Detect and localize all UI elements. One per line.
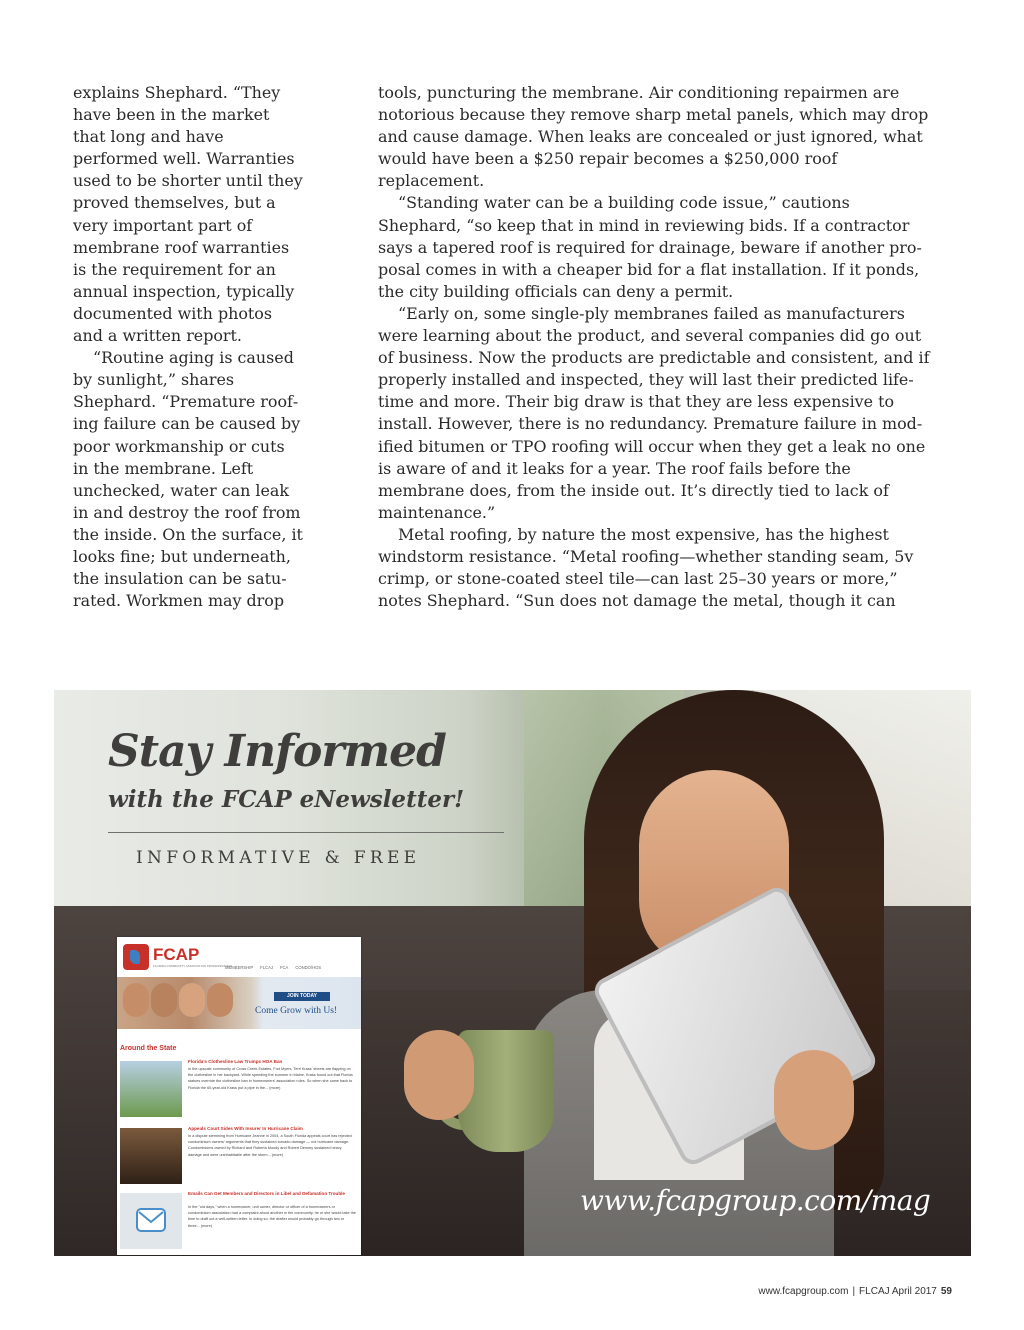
ad-subtitle: with the FCAP eNewsletter! bbox=[108, 786, 465, 813]
news-item-body: In a dispute stemming from Hurricane Jeanne in 2004, a South Florida appeals court has rejected condominium owners' arguments that they sustained tornado damage — not hurricane damage. Condominiums owned by Richard and Roberta Moody and Robert Denney sustained heavy damage and were uninhabitable after the storm... (more) bbox=[188, 1134, 352, 1157]
gavel-thumbnail bbox=[120, 1128, 182, 1184]
section-title: Around the State bbox=[120, 1045, 177, 1052]
news-item-title: Florida's Clothesline Law Trumps HOA Ban bbox=[188, 1059, 283, 1064]
banner-text: Come Grow with Us! bbox=[255, 1006, 338, 1016]
article-column-left bbox=[73, 82, 305, 612]
join-today-button: JOIN TODAY bbox=[274, 992, 330, 1001]
banner-person-image bbox=[207, 983, 233, 1017]
paragraph: “Standing water can be a building code issue,” cautions Shephard, “so keep that in mind in reviewing bids. If a contractor says a tapered roof is required for drainage, beware if another proposal comes in with a cheaper bid for a flat installation. If it ponds, the city building officials can deny a permit. bbox=[378, 193, 922, 301]
news-item-body: In the "old days," when a homeowner, unit owner, director or officer of a homeowners or condominium association had a complaint about another in the community, he or she would take the time to draft out a well-written letter. In doing so, the drafter would probably go through two or three... (more) bbox=[188, 1205, 356, 1228]
divider bbox=[108, 832, 504, 833]
banner-person-image bbox=[151, 983, 177, 1017]
banner-person-image bbox=[179, 983, 205, 1017]
nav-item-flcaj: FLCAJ bbox=[260, 965, 273, 970]
paragraph: explains Shephard. “They have been in the market that long and have performed well. Warranties used to be shorter until they proved themselves, but a very important part of membrane roof warranties is the requirement for an annual inspection, typically documented with photos and a written report. bbox=[73, 83, 303, 346]
newsletter-logo-subtitle: FLORIDA COMMUNITY ASSOCIATION PROFESSIONALS bbox=[153, 964, 233, 968]
news-item bbox=[120, 1191, 358, 1251]
ad-url-link[interactable]: www.fcapgroup.com/mag bbox=[580, 1184, 931, 1217]
clothesline-thumbnail bbox=[120, 1061, 182, 1117]
nav-item-condo-hos: CONDO/HOS bbox=[295, 965, 322, 970]
page-footer bbox=[758, 1286, 952, 1297]
paragraph: “Early on, some single-ply membranes failed as manufacturers were learning about the product, and several companies did go out of business. Now the products are predictable and consistent, and if properly installed and inspected, they will last their predicted lifetime and more. Their big draw is that they are less expensive to install. However, there is no redundancy. Premature failure in modified bitumen or TPO roofing will occur when they get a leak no one is aware of and it leaks for a year. The roof fails before the membrane does, from the inside out. It’s directly tied to lack of maintenance.” bbox=[378, 303, 930, 522]
page-number: 59 bbox=[940, 1286, 952, 1297]
banner-person-image bbox=[123, 983, 149, 1017]
news-item-title: Emails Can Get Members and Directors in Libel and Defamation Trouble bbox=[188, 1191, 345, 1196]
footer-separator: | bbox=[852, 1286, 856, 1297]
article-column-right bbox=[378, 82, 930, 612]
nav-item-membership: MEMBERSHIP bbox=[225, 965, 254, 970]
ad-tagline: INFORMATIVE & FREE bbox=[136, 848, 421, 868]
newsletter-preview bbox=[117, 937, 361, 1255]
fcap-logo-icon bbox=[123, 944, 149, 970]
woman-hand-image bbox=[774, 1050, 854, 1150]
footer-issue: April 2017 bbox=[891, 1286, 937, 1297]
paragraph: tools, puncturing the membrane. Air conditioning repairmen are notorious because they remove sharp metal panels, which may drop and cause damage. When leaks are concealed or just ignored, what would have been a $250 repair becomes a $250,000 roof replacement. bbox=[378, 83, 929, 191]
newsletter-advertisement[interactable] bbox=[54, 690, 971, 1256]
paragraph: Metal roofing, by nature the most expensive, has the highest windstorm resistance. “Metal roofing—whether standing seam, 5v crimp, or stone-coated steel tile—can last 25–30 years or more,” notes Shephard. “Sun does not damage the metal, though it can bbox=[378, 524, 914, 611]
news-item bbox=[120, 1059, 358, 1119]
newsletter-nav bbox=[225, 965, 321, 970]
newsletter-logo: FCAP bbox=[153, 945, 200, 964]
email-icon bbox=[120, 1193, 182, 1249]
nav-item-fca: FCA bbox=[279, 965, 289, 970]
news-item bbox=[120, 1126, 358, 1186]
footer-publication: FLCAJ bbox=[859, 1286, 890, 1297]
news-item-body: In the upscale community of Cross Creek Estates, Fort Myers, Terri Krass' sheets are flapping on the clothesline in her backyard. While spending the summer in Maine, Krass found out that Florida statues override the clothesline ban in homeowners' association rules. So when she came back to Florida the 60-year-old Krass put a pipe in the... (more) bbox=[188, 1067, 353, 1090]
footer-site: www.fcapgroup.com bbox=[758, 1286, 849, 1297]
ad-title: Stay Informed bbox=[108, 726, 446, 777]
paragraph: “Routine aging is caused by sunlight,” shares Shephard. “Premature roofing failure can be caused by poor workmanship or cuts in the membrane. Left unchecked, water can leak in and destroy the roof from the inside. On the surface, it looks fine; but underneath, the insulation can be saturated. Workmen may drop bbox=[73, 348, 303, 611]
news-item-title: Appeals Court Sides With Insurer In Hurricane Claim bbox=[188, 1126, 303, 1131]
woman-hand-image bbox=[404, 1030, 474, 1120]
